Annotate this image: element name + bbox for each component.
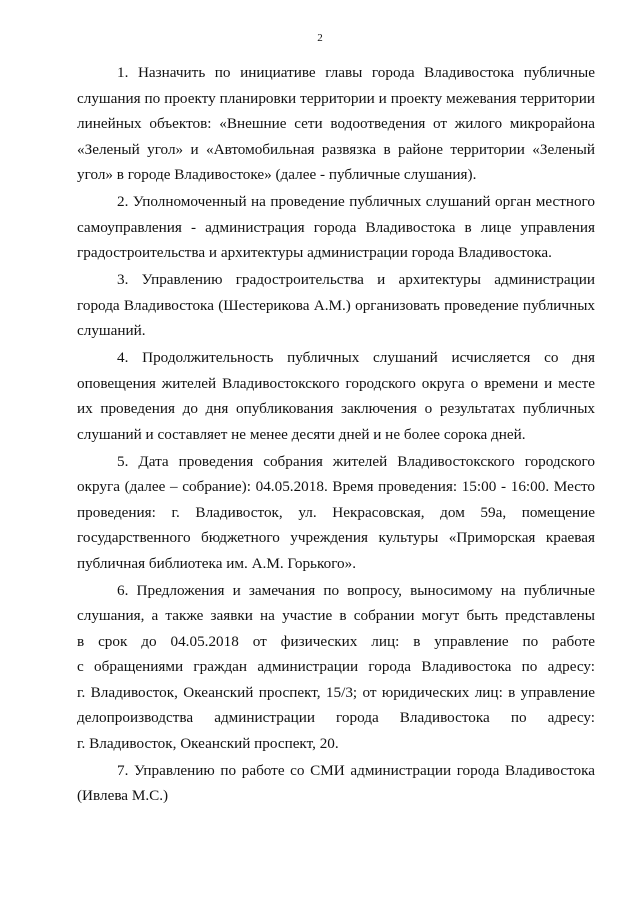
text-line: проведения: г. Владивосток, ул. Некрасовская, дом 59а, помещение	[77, 503, 595, 521]
text-line: градостроительства и архитектуры администрации города Владивостока.	[77, 244, 552, 261]
text-line: 3. Управлению градостроительства и архитектуры администрации	[117, 271, 595, 288]
text-line: г. Владивосток, Океанский проспект, 20.	[77, 734, 339, 752]
text-line: 1. Назначить по инициативе главы города Владивостока публичные	[117, 64, 595, 81]
text-line: оповещения жителей Владивостокского городского округа о времени и месте	[77, 374, 595, 392]
text-line: 7. Управлению по работе со СМИ администрации города Владивостока	[117, 761, 595, 779]
text-line: в срок до 04.05.2018 от физических лиц: в управление по работе	[77, 632, 595, 650]
text-line: слушаний и составляет не менее десяти дней и не более сорока дней.	[77, 425, 526, 443]
text-line: 6. Предложения и замечания по вопросу, выносимому на публичные	[117, 581, 595, 599]
text-line: государственного бюджетного учреждения культуры «Приморская краевая	[77, 529, 595, 546]
paragraph-3	[77, 267, 595, 344]
text-line: города Владивостока (Шестерикова А.М.) организовать проведение публичных	[77, 296, 595, 314]
text-line: их проведения до дня опубликования заключения о результатах публичных	[77, 400, 595, 417]
paragraph-7	[77, 758, 595, 809]
text-line: с обращениями граждан администрации города Владивостока по адресу:	[77, 658, 595, 675]
text-line: «Зеленый угол» и «Автомобильная развязка в районе территории «Зеленый	[77, 140, 595, 158]
text-line: слушания, а также заявки на участие в собрании могут быть представлены	[77, 607, 595, 624]
text-line: угол» в городе Владивостоке» (далее - публичные слушания).	[77, 166, 477, 183]
paragraph-6	[77, 578, 595, 757]
paragraph-5	[77, 449, 595, 577]
text-line: самоуправления - администрация города Владивостока в лице управления	[77, 218, 595, 236]
text-line: делопроизводства администрации города Владивостока по адресу:	[77, 709, 595, 726]
paragraph-1	[77, 60, 595, 188]
text-line: 2. Уполномоченный на проведение публичных слушаний орган местного	[117, 193, 595, 210]
paragraph-4	[77, 345, 595, 447]
page-number: 2	[317, 32, 323, 44]
text-line: г. Владивосток, Океанский проспект, 15/3; от юридических лиц: в управление	[77, 683, 595, 701]
text-line: публичная библиотека им. А.М. Горького».	[77, 554, 357, 572]
text-line: слушания по проекту планировки территории и проекту межевания территории	[77, 89, 595, 107]
text-line: линейных объектов: «Внешние сети водоотведения от жилого микрорайона	[77, 115, 595, 132]
text-line: (Ивлева М.С.)	[77, 787, 169, 804]
text-line: слушаний.	[77, 322, 146, 339]
text-line: 4. Продолжительность публичных слушаний исчисляется со дня	[117, 349, 595, 366]
paragraph-2	[77, 189, 595, 266]
text-line: округа (далее – собрание): 04.05.2018. Время проведения: 15:00 - 16:00. Место	[77, 478, 595, 495]
text-line: 5. Дата проведения собрания жителей Владивостокского городского	[117, 452, 595, 470]
document-body	[77, 60, 595, 810]
